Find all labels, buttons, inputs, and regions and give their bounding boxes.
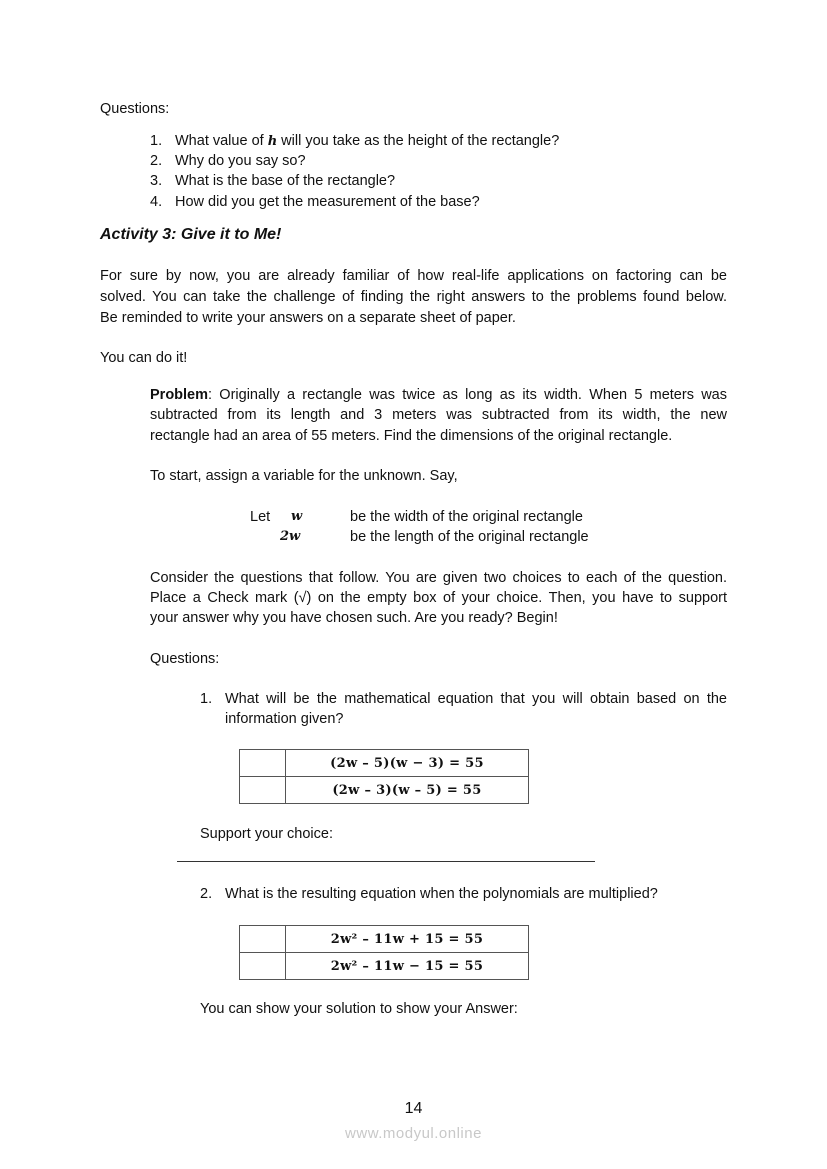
q1-line-2: information given? xyxy=(225,711,344,727)
watermark: www.modyul.online xyxy=(345,1125,482,1142)
q2-checkbox-2[interactable] xyxy=(240,953,286,980)
q1-equation-1: (2w – 5)(w − 3) = 55 xyxy=(286,750,529,777)
start-text: To start, assign a variable for the unknown. Say, xyxy=(150,468,458,484)
q1-choice-row-1 xyxy=(240,750,529,777)
q2-choice-row-2 xyxy=(240,953,529,980)
intro-line-2: solved. You can take the challenge of finding the right answers to the problems found below. xyxy=(100,289,727,305)
encouragement-text: You can do it! xyxy=(100,350,188,366)
q1-choice-table xyxy=(239,749,529,804)
instructions-line-1: Consider the questions that follow. You are given two choices to each of the question. xyxy=(150,570,727,586)
variable-w: w xyxy=(291,509,303,524)
support-label: Support your choice: xyxy=(200,826,333,842)
question-item-3: 3. What is the base of the rectangle? xyxy=(150,173,396,189)
q2-equation-2: 2w² – 11w − 15 = 55 xyxy=(286,953,529,980)
q1-number: 1. xyxy=(200,691,213,707)
q1-line-1: What will be the mathematical equation that you will obtain based on the xyxy=(225,691,727,707)
problem-line-2: subtracted from its length and 3 meters was subtracted from its width, the new xyxy=(150,407,727,423)
variable-2w: 2w xyxy=(280,529,301,544)
instructions-line-2: Place a Check mark (√) on the empty box of your choice. Then, you have to support xyxy=(150,590,727,606)
q1-checkbox-1[interactable] xyxy=(240,750,286,777)
solution-label: You can show your solution to show your Answer: xyxy=(200,1001,518,1017)
activity-title: Activity 3: Give it to Me! xyxy=(100,226,282,243)
instructions-line-3: your answer why you have chosen such. Are you ready? Begin! xyxy=(150,610,558,626)
questions-label-2: Questions: xyxy=(150,651,220,667)
q2-text: What is the resulting equation when the polynomials are multiplied? xyxy=(225,886,658,902)
question-item-2: 2. Why do you say so? xyxy=(150,153,306,169)
problem-line-1: Problem: Originally a rectangle was twice as long as its width. When 5 meters was xyxy=(150,387,727,403)
q1-checkbox-2[interactable] xyxy=(240,777,286,804)
q1-choice-row-2 xyxy=(240,777,529,804)
variable-w-desc: be the width of the original rectangle xyxy=(350,509,583,525)
question-item-1: 1. What value of h will you take as the height of the rectangle? xyxy=(150,133,560,149)
page-number: 14 xyxy=(404,1100,423,1117)
let-label: Let xyxy=(250,509,271,525)
support-answer-line[interactable] xyxy=(177,861,595,862)
questions-label: Questions: xyxy=(100,101,170,117)
intro-line-3: Be reminded to write your answers on a separate sheet of paper. xyxy=(100,310,516,326)
q2-choice-row-1 xyxy=(240,926,529,953)
variable-2w-desc: be the length of the original rectangle xyxy=(350,529,589,545)
question-item-4: 4. How did you get the measurement of the base? xyxy=(150,194,480,210)
q2-equation-1: 2w² – 11w + 15 = 55 xyxy=(286,926,529,953)
q2-choice-table xyxy=(239,925,529,980)
problem-label: Problem xyxy=(150,387,209,403)
q1-equation-2: (2w – 3)(w – 5) = 55 xyxy=(286,777,529,804)
intro-line-1: For sure by now, you are already familiar of how real-life applications on factoring can be xyxy=(100,268,727,284)
variable-h: h xyxy=(267,134,278,149)
problem-line-3: rectangle had an area of 55 meters. Find the dimensions of the original rectangle. xyxy=(150,428,673,444)
q2-number: 2. xyxy=(200,886,213,902)
q2-checkbox-1[interactable] xyxy=(240,926,286,953)
